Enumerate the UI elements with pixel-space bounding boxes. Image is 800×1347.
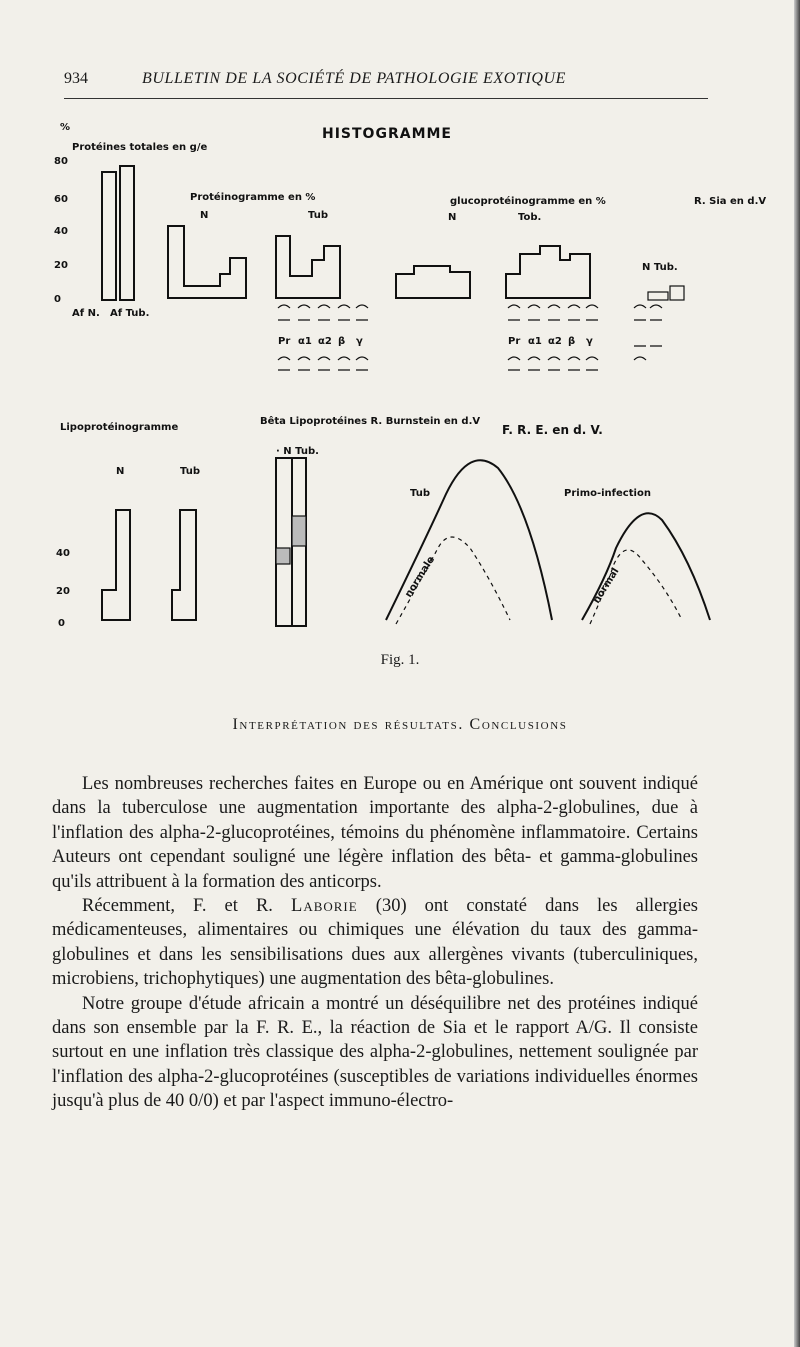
beta-lipo-hatch-n [276,548,290,564]
paragraph-1: Les nombreuses recherches faites en Europe ou en Amérique ont souvent indiqué dans la tuberculose une augmentation importante des alpha-2-globulines, due à l'inflation des alpha-2-glucoprotéines, témoins du phénomène inflammatoire. Certains Auteurs ont cependant souligné une légère inflation des bêta- et gamma-globulines qu'ils attribuent à la formation des anticorps. [52,774,698,892]
total-bar-tub [120,166,134,300]
sia-bar-n [648,292,668,300]
prot-fraction-labels: Pr [278,336,291,347]
lipo-label-tub: Tub [180,466,200,477]
paragraph-2-rest: (30) ont constaté dans les allergies médicamenteuses, alimentaires ou chimiques une élévation du taux des gamma-globulines et dans les sensibilisations dues aux allergènes vivants (tuberculiniques, microbiens, trichophytiques) une augmentation des bêta-globulines. [52,896,698,990]
panel-beta-lipo: Bêta Lipoprotéines R. Burnstein en d.V [260,416,481,427]
histogram-figure [50,108,770,698]
glyco-n-steps [396,266,470,298]
panel-fre: F. R. E. en d. V. [502,423,603,437]
beta-lipo-bar-n [276,458,292,626]
lipo-n-steps [102,510,130,620]
figure-title: HISTOGRAMME [322,126,452,142]
proteinogram-tub-steps [276,236,340,298]
lipo-axis-20: 20 [56,586,70,597]
proteinogram-n-steps [168,226,246,298]
glyco-tub-steps [506,246,590,298]
glyco-fraction-beta: β [568,336,576,347]
curve-label-normal: normal [591,566,622,606]
journal-title: BULLETIN DE LA SOCIÉTÉ DE PATHOLOGIE EXOTIQUE [142,70,567,87]
page-number: 934 [64,70,88,87]
beta-lipo-hatch-tub [292,516,306,546]
lipo-label-n: N [116,466,125,477]
author-laborie: Laborie [291,896,358,917]
paragraph-2 [52,894,698,992]
figure-caption: Fig. 1. [380,652,420,668]
histogram-drawing [50,108,770,698]
axis-tick-60: 60 [54,194,68,205]
percent-axis-label: % [60,122,71,133]
page-header [64,70,714,94]
glyco-fraction-a1: α1 [528,336,542,347]
total-bar-n [102,172,116,300]
lipo-axis-0: 0 [58,618,65,629]
page-edge-shadow [794,0,800,1347]
panel-total-proteins: Protéines totales en g/e [72,142,208,153]
legend-glyphs [278,305,662,370]
glyco-fraction-gamma: γ [586,336,593,347]
panel-lipoproteinogram: Lipoprotéinogramme [60,422,179,433]
paragraph-3: Notre groupe d'étude africain a montré un déséquilibre net des protéines indiqué dans son ensemble par la F. R. E., la réaction de Sia et le rapport A/G. Il consiste surtout en une inflation très classique des alpha-2-globulines, nettement soulignée par l'inflation des alpha-2-glucoprotéines (susceptibles de variations individuelles énormes jusqu'à plus de 40 0/0) et par l'aspect immuno-électro- [52,993,698,1112]
panel-sia: R. Sia en d.V [694,196,767,207]
glyco-fraction-pr: Pr [508,336,521,347]
total-label-tub: Af Tub. [110,308,150,319]
lipo-tub-steps [172,510,196,620]
proteinogram-label-n: N [200,210,209,221]
sia-label-n-tub: N Tub. [642,262,678,273]
axis-tick-0: 0 [54,294,61,305]
panel-glycoproteinogram: glucoprotéinogramme en % [450,196,606,207]
prot-fraction-a2: α2 [318,336,332,347]
axis-tick-40: 40 [54,226,68,237]
prot-fraction-beta: β [338,336,346,347]
sia-bar-tub [670,286,684,300]
lipo-axis-40: 40 [56,548,70,559]
panel-proteinogram: Protéinogramme en % [190,192,316,203]
paragraph-2-start: Récemment, F. et R. [82,896,292,917]
curve-label-normale: normale [403,554,438,600]
total-label-n: Af N. [72,308,100,319]
axis-tick-80: 80 [54,156,68,167]
curve-label-tub: Tub [410,488,430,499]
prot-fraction-a1: α1 [298,336,312,347]
prot-fraction-gamma: γ [356,336,363,347]
glyco-label-n: N [448,212,457,223]
beta-lipo-sub: · N Tub. [276,446,319,457]
glyco-label-tob: Tob. [518,212,542,223]
glyco-fraction-a2: α2 [548,336,562,347]
header-rule [64,98,708,99]
axis-tick-20: 20 [54,260,68,271]
proteinogram-label-tub: Tub [308,210,328,221]
body-text [52,772,698,1114]
section-title: Interprétation des résultats. Conclusions [232,716,568,733]
curve-label-primo: Primo-infection [564,488,651,499]
